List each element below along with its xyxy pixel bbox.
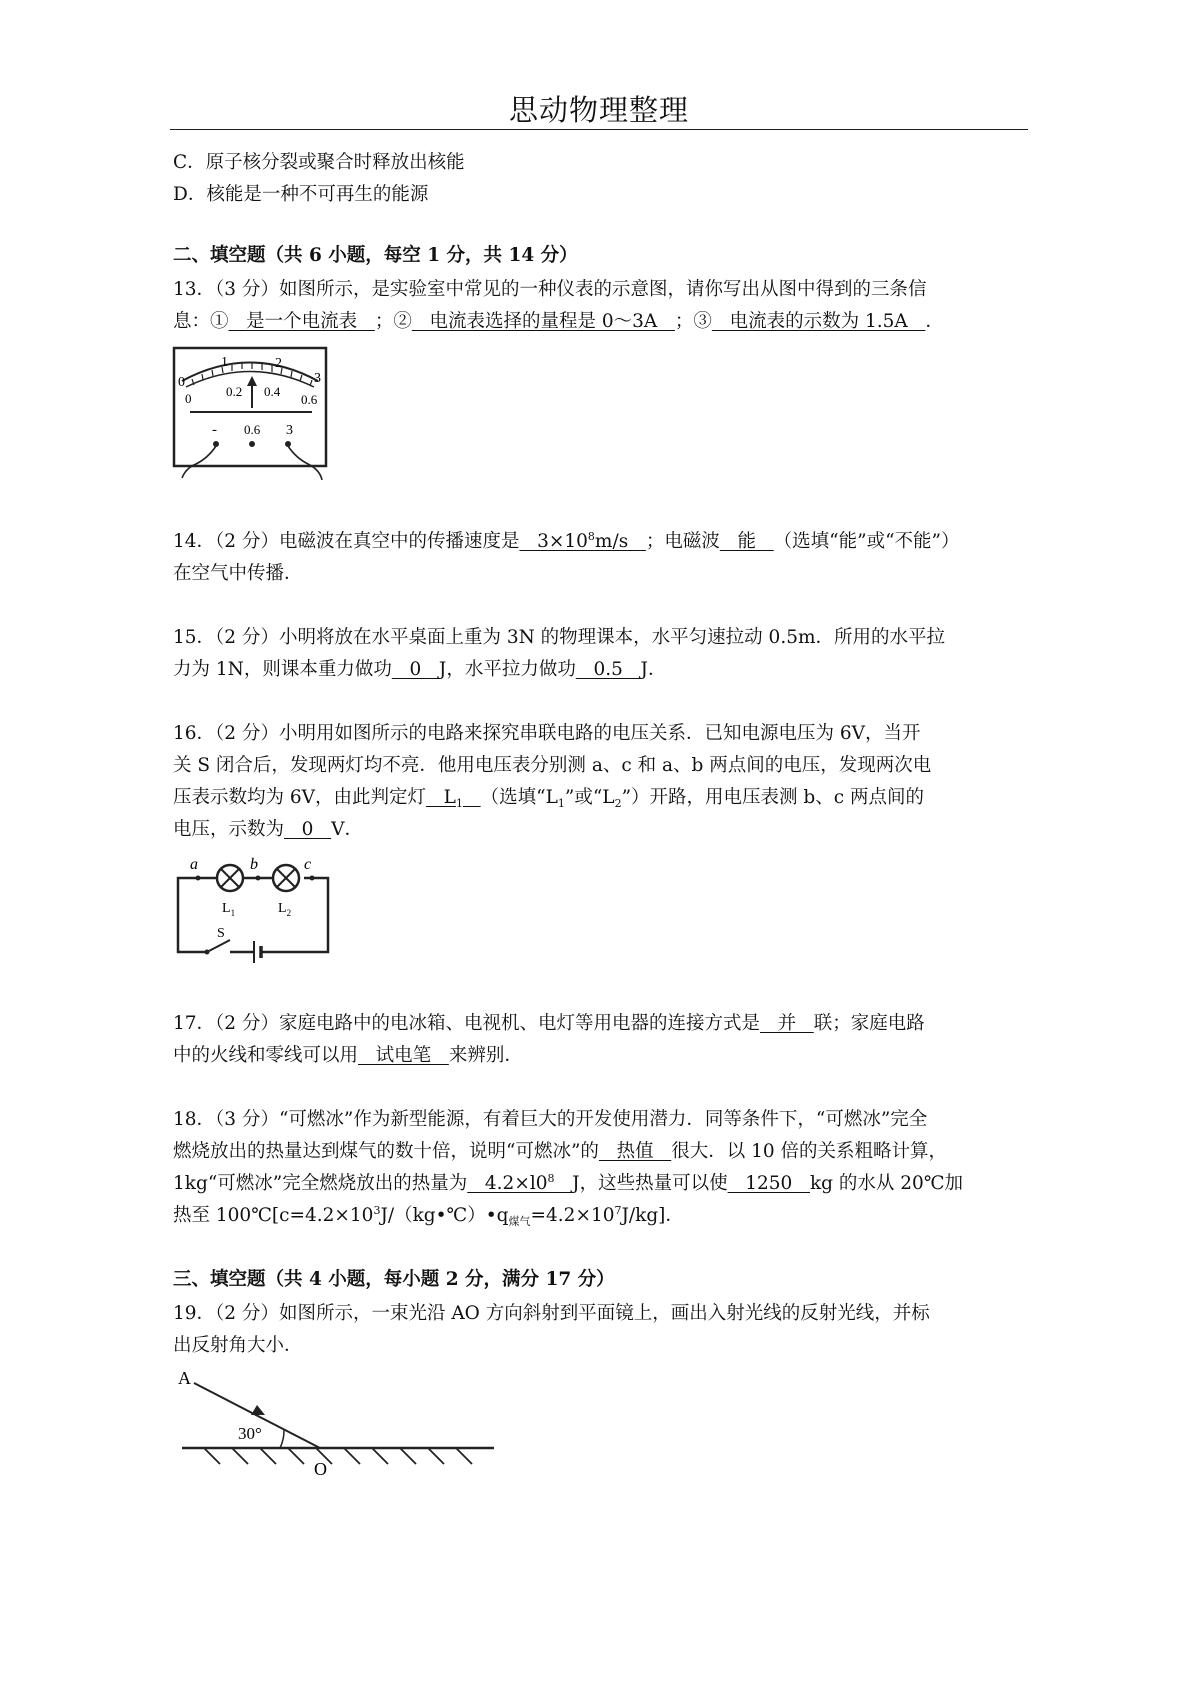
q18-text-e: kg 的水从 20℃加 [809,1173,964,1194]
q16-answer-1-base: L [426,787,456,808]
q14-answer-2: 能 [719,531,774,552]
q16-text-a: 压表示数均为 6V，由此判定灯 [173,787,427,808]
q18-text-c: 1kg“可燃冰”完全燃烧放出的热量为 [173,1173,468,1194]
mirror-label-o: O [314,1459,327,1478]
q18-text-f: 热至 100℃[c=4.2×10 [173,1205,374,1226]
ray-arrow-icon [251,1405,265,1415]
q13-answer-3: 电流表的示数为 1.5A [711,311,926,332]
q16-text-b: （选填“L [480,787,558,808]
q14-answer-1-base: 3×10 [519,531,588,552]
label-l2: $L_2$ [278,901,292,918]
q18-line-4 [173,1204,684,1228]
ammeter-top-2: 2 [275,356,282,371]
q16-text-e: 电压，示数为 [173,819,285,840]
node-c [310,876,315,881]
q18-answer-2-pad [555,1173,573,1194]
q14-answer-1 [519,531,645,552]
q16-sub-1: 1 [557,797,565,810]
ammeter-mid-0-4: 0.4 [264,384,281,399]
q18-text-d: J，这些热量可以使 [572,1173,728,1194]
q18-text-a: 燃烧放出的热量达到煤气的数十倍，说明“可燃冰”的 [173,1141,599,1162]
q15-line-1: 15．（2 分）小明将放在水平桌面上重为 3N 的物理课本，水平匀速拉动 0.5m．所用的水平拉 [173,627,946,648]
q13-text-d: ． [925,311,944,332]
q15-text-b: J，水平拉力做功 [438,659,576,680]
q13-answer-2: 电流表选择的量程是 0～3A [411,311,675,332]
q18-line-2 [173,1140,947,1164]
q18-text-h: =4.2×10 [530,1205,615,1226]
q17-answer-1: 并 [759,1013,814,1034]
mirror-hatching [204,1448,472,1464]
ammeter-terminal-minus: - [212,422,217,438]
q18-sub-gas: 煤气 [508,1215,531,1228]
q16-line-4 [173,818,363,842]
lamp-l1-icon [217,865,243,891]
q18-text-g: J/（kg•℃）•q [380,1205,509,1226]
q18-line-3 [173,1172,963,1196]
circuit-figure [172,850,338,964]
mirror-figure [172,1360,498,1478]
node-b [256,876,261,881]
circuit-label-c: c [304,856,312,873]
ammeter-terminal-3: 3 [286,423,293,438]
q17-text-a: 17．（2 分）家庭电路中的电冰箱、电视机、电灯等用电器的连接方式是 [173,1013,760,1034]
header-rule [170,129,1028,130]
q19-line-1: 19．（2 分）如图所示，一束光沿 AO 方向斜射到平面镜上，画出入射光线的反射光线，并标 [173,1303,930,1324]
q13-text-a: 息：① [173,311,229,332]
ammeter-bottom-0: 0 [185,391,192,406]
lamp-l2-icon [273,865,299,891]
q15-text-c: J． [640,659,667,680]
q16-line-1: 16．（2 分）小明用如图所示的电路来探究串联电路的电压关系．已知电源电压为 6V，当开 [173,723,921,744]
circuit-label-a: a [190,856,198,873]
ammeter-top-1: 1 [221,355,228,370]
q17-text-b: 联；家庭电路 [813,1013,925,1034]
q14-line-1 [173,530,960,554]
option-c: C．原子核分裂或聚合时释放出核能 [173,152,465,173]
q18-exp-1: 3 [373,1204,381,1217]
q17-text-d: 来辨别． [448,1045,523,1066]
q15-answer-1: 0 [391,659,439,680]
mirror-angle-label: 30° [238,1424,262,1443]
q18-line-1: 18．（3 分）“可燃冰”作为新型能源，有着巨大的开发使用潜力．同等条件下，“可燃冰”完全 [173,1109,928,1130]
q16-answer-1-pad [463,787,481,808]
q16-sub-2: 2 [614,797,622,810]
q16-line-3 [173,786,924,810]
q15-text-a: 力为 1N，则课本重力做功 [173,659,392,680]
ammeter-terminal-0-6: 0.6 [244,422,261,437]
q17-text-c: 中的火线和零线可以用 [173,1045,359,1066]
q13-text-b: ；② [374,311,412,332]
q14-text-a: 14．（2 分）电磁波在真空中的传播速度是 [173,531,520,552]
switch-icon [207,940,230,952]
q18-answer-2-base: 4.2×l0 [467,1173,548,1194]
q13-answer-1: 是一个电流表 [228,311,375,332]
circuit-label-b: b [250,856,258,873]
node-a [196,876,201,881]
q16-line-2: 关 S 闭合后，发现两灯均不亮．他用电压表分别测 a、c 和 a、b 两点间的电压，发现两次电 [173,755,932,776]
q17-answer-2: 试电笔 [358,1045,449,1066]
q18-answer-2 [467,1173,572,1194]
ammeter-top-3: 3 [314,371,321,386]
q16-text-f: V． [331,819,363,840]
q16-text-c: ”或“L [564,787,615,808]
q13-text-c: ；③ [674,311,712,332]
switch-label-s: S [217,926,225,941]
option-d: D．核能是一种不可再生的能源 [173,184,429,205]
mirror-label-a: A [178,1368,191,1388]
q18-text-b: 很大．以 10 倍的关系粗略计算， [671,1141,948,1162]
q16-answer-2: 0 [284,819,332,840]
ammeter-figure [172,346,332,486]
q15-line-2 [173,658,666,682]
q16-answer-1 [426,787,481,808]
ammeter-top-0: 0 [178,375,185,390]
q18-answer-2-exponent: 8 [547,1172,555,1185]
q14-answer-1-unit: m/s [594,531,646,552]
q14-text-b: ；电磁波 [645,531,720,552]
q14-text-c: （选填“能”或“不能”） [773,531,960,552]
battery-icon [254,941,274,963]
ammeter-bottom-0-6: 0.6 [301,392,318,407]
ammeter-mid-0-2: 0.2 [226,384,243,399]
q18-text-i: J/kg]． [621,1205,684,1226]
q16-answer-1-subscript: 1 [455,797,463,810]
page-header-title: 思动物理整理 [508,93,689,127]
label-l1: $L_1$ [222,901,236,918]
q17-line-2 [173,1044,523,1068]
section-3-heading: 三、填空题（共 4 小题，每小题 2 分，满分 17 分） [173,1269,615,1290]
circuit-wire-left [178,878,216,952]
section-2-heading: 二、填空题（共 6 小题，每空 1 分，共 14 分） [173,245,578,266]
q14-answer-1-exponent: 8 [587,530,595,543]
q14-line-2: 在空气中传播． [173,563,303,584]
q18-exp-2: 7 [614,1204,622,1217]
q18-answer-3: 1250 [727,1173,810,1194]
q18-answer-1: 热值 [598,1141,672,1162]
angle-arc [280,1430,284,1448]
q13-line-1: 13．（3 分）如图所示，是实验室中常见的一种仪表的示意图，请你写出从图中得到的三条信 [173,279,927,300]
q15-answer-2: 0.5 [575,659,641,680]
q17-line-1 [173,1012,925,1036]
q16-text-d: ”）开路，用电压表测 b、c 两点间的 [621,787,924,808]
q19-line-2: 出反射角大小． [173,1335,303,1356]
q13-line-2 [173,310,944,334]
